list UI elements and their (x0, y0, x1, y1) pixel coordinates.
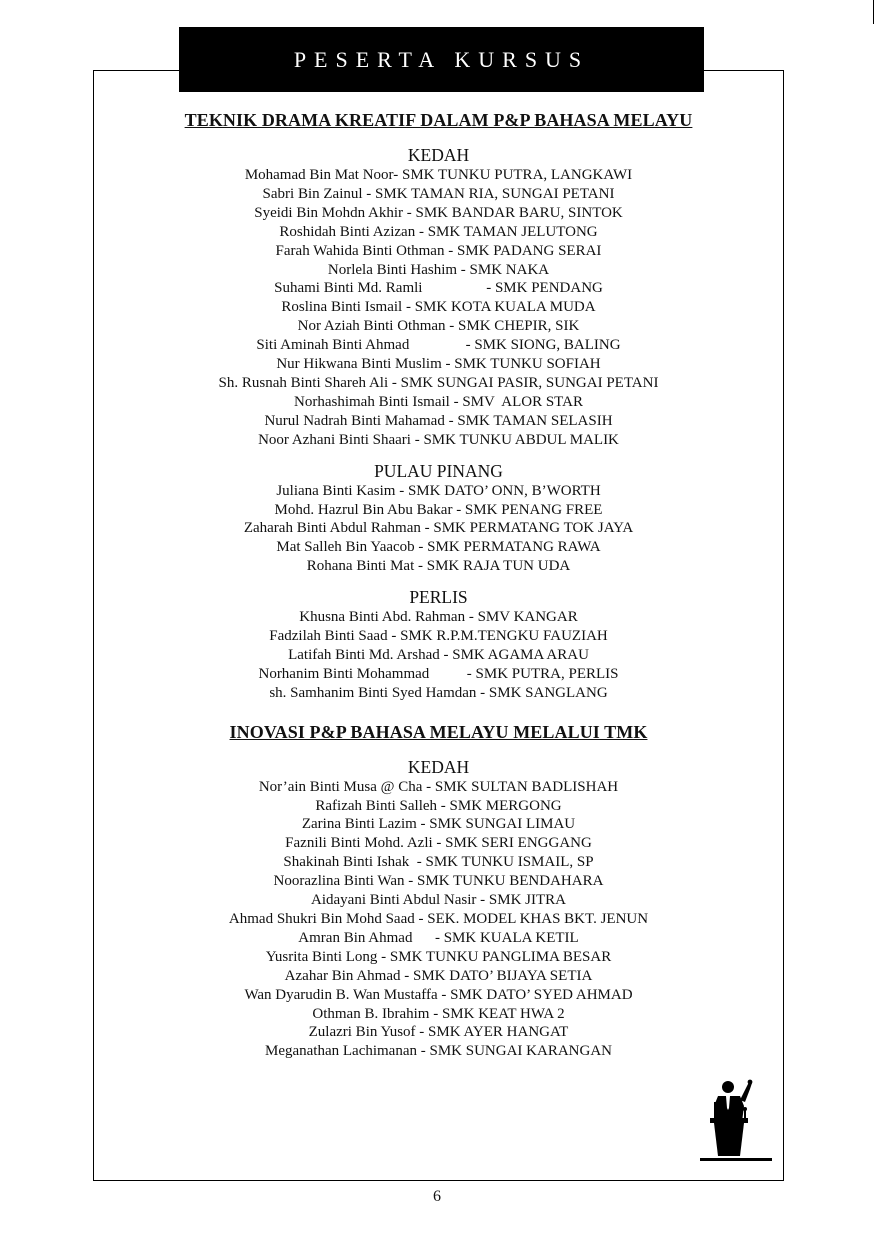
state-group-perlis (94, 587, 783, 703)
participant-line: Yusrita Binti Long - SMK TUNKU PANGLIMA BESAR (265, 948, 612, 965)
participant-line: Siti Aminah Binti Ahmad - SMK SIONG, BALING (256, 337, 621, 354)
state-heading: PERLIS (409, 587, 468, 608)
participant-line: Nurul Nadrah Binti Mahamad - SMK TAMAN SELASIH (264, 412, 613, 429)
participant-line: Fadzilah Binti Saad - SMK R.P.M.TENGKU FAUZIAH (269, 628, 608, 645)
participant-line: Azahar Bin Ahmad - SMK DATO’ BIJAYA SETIA (284, 967, 593, 984)
participant-line: Zaharah Binti Abdul Rahman - SMK PERMATANG TOK JAYA (243, 520, 634, 537)
participant-line: Othman B. Ibrahim - SMK KEAT HWA 2 (312, 1005, 565, 1022)
participant-line: Farah Wahida Binti Othman - SMK PADANG SERAI (275, 242, 602, 259)
section-title: INOVASI P&P BAHASA MELAYU MELALUI TMK (229, 721, 648, 742)
participant-line: Khusna Binti Abd. Rahman - SMV KANGAR (299, 609, 578, 626)
participant-line: Suhami Binti Md. Ramli - SMK PENDANG (274, 280, 603, 297)
state-group-kedah (94, 757, 783, 1062)
participant-line: Latifah Binti Md. Arshad - SMK AGAMA ARAU (288, 646, 589, 663)
participant-line: Noor Azhani Binti Shaari - SMK TUNKU ABDUL MALIK (258, 431, 619, 448)
page-number: 6 (433, 1188, 441, 1205)
participant-line: Norlela Binti Hashim - SMK NAKA (327, 261, 550, 278)
state-group-pulau-pinang (94, 461, 783, 577)
header-banner (179, 27, 704, 92)
participant-line: Norhashimah Binti Ismail - SMV ALOR STAR (294, 393, 583, 410)
participant-line: Juliana Binti Kasim - SMK DATO’ ONN, B’WORTH (276, 482, 601, 499)
participant-line: sh. Samhanim Binti Syed Hamdan - SMK SANGLANG (269, 684, 608, 701)
state-group-kedah (94, 145, 783, 450)
banner-title: PESERTA KURSUS (293, 46, 590, 72)
participant-line: Syeidi Bin Mohdn Akhir - SMK BANDAR BARU, SINTOK (254, 204, 623, 221)
participant-line: Norhanim Binti Mohammad - SMK PUTRA, PERLIS (258, 665, 619, 682)
participant-line: Amran Bin Ahmad - SMK KUALA KETIL (298, 929, 579, 946)
participant-line: Mat Salleh Bin Yaacob - SMK PERMATANG RAWA (276, 539, 601, 556)
participant-line: Roslina Binti Ismail - SMK KOTA KUALA MUDA (281, 299, 596, 316)
participant-line: Rafizah Binti Salleh - SMK MERGONG (315, 797, 562, 814)
course-section-drama (94, 108, 783, 703)
participant-list (94, 108, 783, 1072)
participant-line: Sh. Rusnah Binti Shareh Ali - SMK SUNGAI PASIR, SUNGAI PETANI (218, 374, 659, 391)
state-heading: KEDAH (407, 145, 470, 165)
participant-line: Mohd. Hazrul Bin Abu Bakar - SMK PENANG FREE (274, 501, 603, 518)
course-section-tmk (94, 720, 783, 1062)
participant-line: Faznili Binti Mohd. Azli - SMK SERI ENGGANG (285, 835, 592, 852)
participant-line: Wan Dyarudin B. Wan Mustaffa - SMK DATO’ SYED AHMAD (244, 986, 633, 1003)
state-heading: PULAU PINANG (374, 460, 503, 481)
participant-line: Nor Aziah Binti Othman - SMK CHEPIR, SIK (297, 318, 580, 335)
state-heading: KEDAH (407, 756, 470, 777)
participant-line: Zarina Binti Lazim - SMK SUNGAI LIMAU (301, 816, 576, 833)
section-title: TEKNIK DRAMA KREATIF DALAM P&P BAHASA MELAYU (184, 110, 693, 130)
participant-line: Meganathan Lachimanan - SMK SUNGAI KARANGAN (264, 1043, 613, 1060)
participant-line: Nur Hikwana Binti Muslim - SMK TUNKU SOFIAH (276, 356, 601, 373)
participant-line: Shakinah Binti Ishak - SMK TUNKU ISMAIL, SP (283, 854, 594, 871)
participant-line: Roshidah Binti Azizan - SMK TAMAN JELUTONG (279, 223, 598, 240)
participant-line: Rohana Binti Mat - SMK RAJA TUN UDA (306, 558, 571, 575)
participant-line: Nor’ain Binti Musa @ Cha - SMK SULTAN BADLISHAH (258, 778, 619, 795)
participant-line: Noorazlina Binti Wan - SMK TUNKU BENDAHARA (273, 873, 604, 890)
participant-line: Sabri Bin Zainul - SMK TAMAN RIA, SUNGAI PETANI (262, 185, 615, 202)
participant-line: Ahmad Shukri Bin Mohd Saad - SEK. MODEL KHAS BKT. JENUN (228, 911, 649, 927)
participant-line: Zulazri Bin Yusof - SMK AYER HANGAT (308, 1024, 569, 1041)
speaker-at-podium-icon (700, 1078, 772, 1164)
participant-line: Mohamad Bin Mat Noor- SMK TUNKU PUTRA, LANGKAWI (244, 167, 633, 183)
participant-line: Aidayani Binti Abdul Nasir - SMK JITRA (311, 892, 566, 909)
